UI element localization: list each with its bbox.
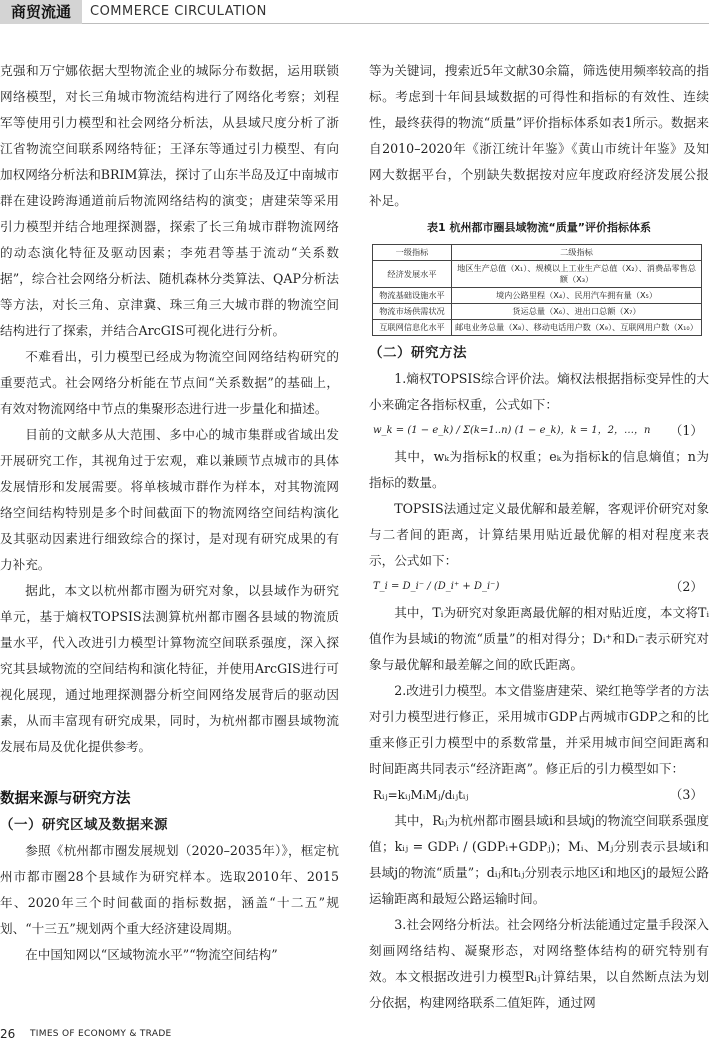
formula-1 xyxy=(369,418,709,444)
body-paragraph: TOPSIS法通过定义最优解和最差解，客观评价研究对象与二者间的距离，计算结果用贴近最优解的相对程度来表示，公式如下： xyxy=(369,501,709,568)
formula-2 xyxy=(369,574,709,600)
header-rule xyxy=(82,23,709,24)
spacer xyxy=(0,760,339,786)
formula-number: （1） xyxy=(669,423,703,438)
body-paragraph: 1.熵权TOPSIS综合评价法。熵权法根据指标变异性的大小来确定各指标权重，公式如下： xyxy=(369,371,709,412)
right-column xyxy=(369,58,709,1016)
body-paragraph: 其中，Tᵢ为研究对象距离最优解的相对贴近度，本文将Tᵢ值作为县域i的物流“质量”的相对得分；Dᵢ⁺和Dᵢ⁻表示研究对象与最优解和最差解之间的欧氏距离。 xyxy=(369,605,709,672)
body-paragraph: 克强和万宁娜依据大型物流企业的城际分布数据，运用联锁网络模型，对长三角城市物流结构进行了网络化考察；刘程军等使用引力模型和社会网络分析法，从县域尺度分析了浙江省物流空间联系网络特征；王泽东等通过引力模型、有向加权网络分析法和BRIM算法，探讨了山东半岛及辽中南城市群在建设跨海通道前后物流网络结构的演变；唐建荣等采用引力模型并结合地理探测器，探索了长三角城市群物流网络的动态演化特征及驱动因素；李苑君等基于流动“关系数据”，综合社会网络分析法、随机森林分类算法、QAP分析法等方法，对长三角、京津冀、珠三角三大城市群的物流空间结构进行了探索，并结合ArcGIS可视化进行分析。 xyxy=(0,63,339,338)
table-header-cell: 二级指标 xyxy=(452,245,702,261)
table-row xyxy=(373,288,702,304)
body-paragraph: 参照《杭州都市圈发展规划（2020–2035年）》，框定杭州市都市圈28个县域作为研究样本。选取2010年、2015年、2020年三个时间截面的指标数据，涵盖“十二五”规划、“十三五”规划两个重大经济建设周期。 xyxy=(0,843,339,936)
table-cell: 地区生产总值（X₁）、规模以上工业生产总值（X₂）、消费品零售总额（X₃） xyxy=(452,261,702,288)
formula-number: （3） xyxy=(669,787,703,802)
table-cell: 物流市场供需状况 xyxy=(373,304,452,320)
body-paragraph: 其中，Rᵢⱼ为杭州都市圈县域i和县域j的物流空间联系强度值；kᵢⱼ = GDPᵢ / (GDPᵢ+GDPⱼ)；Mᵢ、Mⱼ分别表示县域i和县域j的物流“质量”；dᵢⱼ和tᵢⱼ分别表示地区i和地区j的最短公路运输距离和最短公路运输时间。 xyxy=(369,813,709,906)
table-cell: 货运总量（X₆）、进出口总额（X₇） xyxy=(452,304,702,320)
subsection-title: （一）研究区域及数据来源 xyxy=(0,817,168,833)
table-cell: 物流基础设施水平 xyxy=(373,288,452,304)
body-paragraph: 在中国知网以“区域物流水平”“物流空间结构” xyxy=(25,947,278,962)
body-paragraph: 不难看出，引力模型已经成为物流空间网络结构研究的重要范式。社会网络分析能在节点间“关系数据”的基础上，有效对物流网络中节点的集聚形态进行进一步量化和描述。 xyxy=(0,349,339,416)
section-label-en: COMMERCE CIRCULATION xyxy=(90,4,267,19)
table-row xyxy=(373,304,702,320)
body-paragraph: 等为关键词，搜索近5年文献30余篇，筛选使用频率较高的指标。考虑到十年间县域数据的可得性和指标的有效性、连续性，最终获得的物流“质量”评价指标体系如表1所示。数据来自2010–2020年《浙江统计年鉴》《黄山市统计年鉴》及知网大数据平台，个别缺失数据按对应年度政府经济发展公报补足。 xyxy=(369,63,709,208)
body-paragraph: 目前的文献多从大范围、多中心的城市集群或省域出发开展研究工作，其视角过于宏观，难以兼顾节点城市的具体发展情形和发展需要。将单核城市群作为样本，对其物流网络空间结构特别是多个时间截面下的物流网络空间结构演化及其驱动因素进行细致综合的探讨，是对现有研究成果的有力补充。 xyxy=(0,427,339,572)
table-cell: 经济发展水平 xyxy=(373,261,452,288)
table-caption: 表1 杭州都市圈县域物流“质量”评价指标体系 xyxy=(427,221,651,234)
table-row xyxy=(373,261,702,288)
table-header-cell: 一级指标 xyxy=(373,245,452,261)
subsection-title: （二）研究方法 xyxy=(369,345,467,361)
table-cell: 互联网信息化水平 xyxy=(373,320,452,336)
body-paragraph: 据此，本文以杭州都市圈为研究对象，以县域作为研究单元，基于熵权TOPSIS法测算杭州都市圈各县域的物流质量水平，代入改进引力模型计算物流空间联系强度，深入探究其县域物流的空间结构和演化特征，并使用ArcGIS进行可视化展现，通过地理探测器分析空间网络发展背后的驱动因素，从而丰富现有研究成果，同时，为杭州都市圈县域物流发展布局及优化提供参考。 xyxy=(0,583,339,754)
table-cell: 邮电业务总量（X₈）、移动电话用户数（X₉）、互联网用户数（X₁₀） xyxy=(452,320,702,336)
journal-name: TIMES OF ECONOMY & TRADE xyxy=(30,1029,172,1039)
formula-number: （2） xyxy=(669,579,703,594)
indicator-table xyxy=(372,244,702,336)
page-number: 26 xyxy=(0,1027,16,1041)
page-header xyxy=(0,0,709,24)
left-column xyxy=(0,58,339,968)
table-cell: 境内公路里程（X₄）、民用汽车拥有量（X₅） xyxy=(452,288,702,304)
table-header-row xyxy=(373,245,702,261)
body-paragraph: 3.社会网络分析法。社会网络分析法能通过定量手段深入刻画网络结构、凝聚形态，对网络整体结构的研究特别有效。本文根据改进引力模型Rᵢⱼ计算结果，以自然断点法为划分依据，构建网络联系二值矩阵，通过网 xyxy=(369,917,709,1010)
formula-text: w_k = (1 − e_k) / Σ(k=1..n) (1 − e_k)，k = 1，2，…，n xyxy=(373,425,651,436)
table-row xyxy=(373,320,702,336)
section-title: 数据来源与研究方法 xyxy=(0,791,131,807)
formula-text: T_i = D_i⁻ / (D_i⁺ + D_i⁻) xyxy=(373,581,500,592)
body-paragraph: 2.改进引力模型。本文借鉴唐建荣、梁红艳等学者的方法对引力模型进行修正，采用城市GDP占两城市GDP之和的比重来修正引力模型中的系数常量，并采用城市间空间距离和时间距离共同表示“经济距离”。修正后的引力模型如下： xyxy=(369,683,709,776)
formula-3 xyxy=(369,782,709,808)
formula-text: Rᵢⱼ=kᵢⱼMᵢMⱼ/dᵢⱼtᵢⱼ xyxy=(373,788,469,802)
body-paragraph: 其中，wₖ为指标k的权重；eₖ为指标k的信息熵值；n为指标的数量。 xyxy=(369,449,709,490)
section-label-cn: 商贸流通 xyxy=(0,0,82,24)
